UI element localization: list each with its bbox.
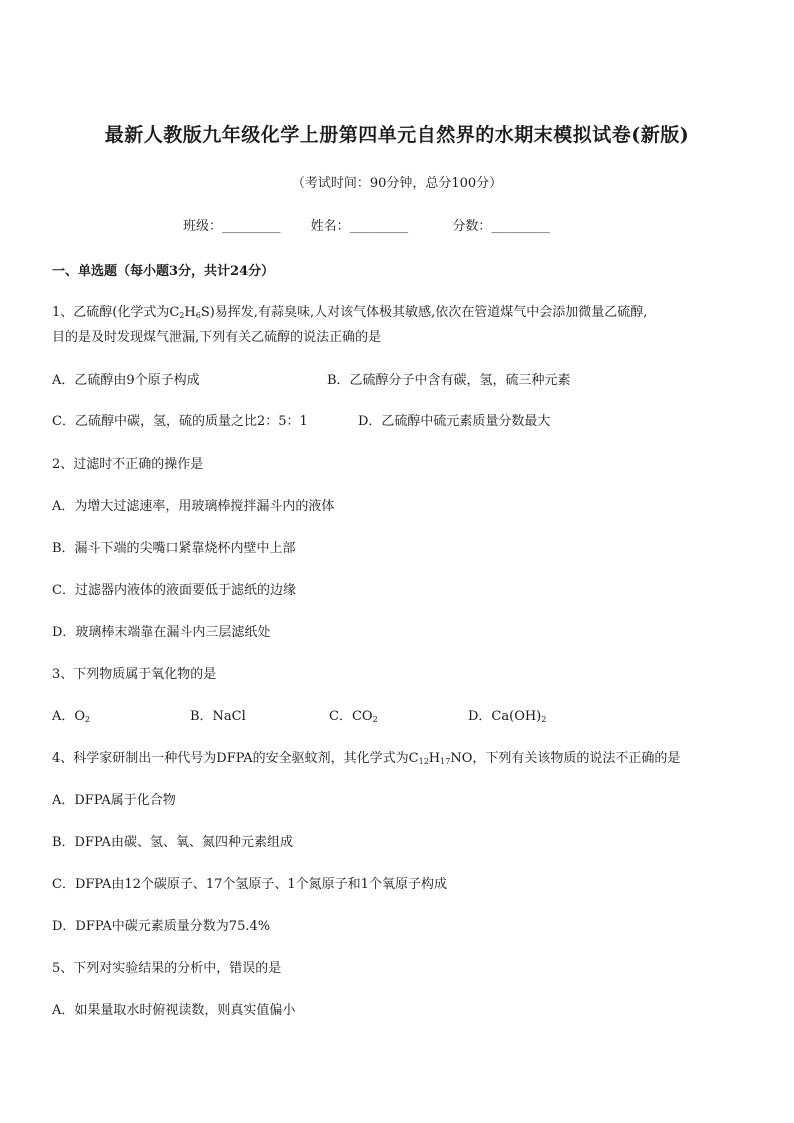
question-3-option-b[interactable]: B．NaCl — [190, 709, 246, 724]
question-2-option-b[interactable]: B．漏斗下端的尖嘴口紧靠烧杯内壁中上部 — [52, 541, 296, 556]
question-4-stem — [52, 747, 680, 766]
score-field: 分数：_________ — [452, 219, 550, 234]
subscript: 2 — [85, 715, 91, 724]
subscript: 17 — [440, 757, 451, 766]
question-1-option-d[interactable]: D．乙硫醇中硫元素质量分数最大 — [358, 414, 551, 429]
question-4-option-a[interactable]: A．DFPA属于化合物 — [52, 793, 176, 808]
name-field: 姓名：_________ — [310, 219, 409, 234]
question-4-option-c[interactable]: C．DFPA由12个碳原子、17个氢原子、1个氮原子和1个氧原子构成 — [52, 877, 447, 892]
option-text: C．CO — [329, 709, 373, 724]
question-2-option-a[interactable]: A．为增大过滤速率，用玻璃棒搅拌漏斗内的液体 — [52, 499, 335, 514]
question-1-option-c[interactable]: C．乙硫醇中碳，氢，硫的质量之比2：5：1 — [52, 414, 308, 429]
question-3-option-a[interactable] — [52, 705, 90, 724]
question-1-stem — [52, 301, 647, 320]
question-5-option-a[interactable]: A．如果量取水时俯视读数，则真实值偏小 — [52, 1003, 296, 1018]
question-1-option-b[interactable]: B．乙硫醇分子中含有碳，氢，硫三种元素 — [327, 373, 571, 388]
question-1-stem-part: H — [184, 305, 196, 320]
question-1-stem-part: S)易挥发,有蒜臭味,人对该气体极其敏感,依次在管道煤气中会添加微量乙硫醇, — [200, 305, 648, 320]
question-1-stem-line2: 目的是及时发现煤气泄漏,下列有关乙硫醇的说法正确的是 — [52, 330, 382, 345]
question-4-stem-part: 4、科学家研制出一种代号为DFPA的安全驱蚊剂，其化学式为C — [52, 751, 419, 766]
exam-subtitle: （考试时间：90分钟，总分100分） — [291, 176, 503, 191]
question-4-stem-part: NO，下列有关该物质的说法不正确的是 — [450, 751, 681, 766]
question-3-stem: 3、下列物质属于氧化物的是 — [52, 667, 217, 682]
subscript: 6 — [195, 311, 201, 320]
question-2-stem: 2、过滤时不正确的操作是 — [52, 457, 204, 472]
subscript: 2 — [541, 715, 547, 724]
exam-title: 最新人教版九年级化学上册第四单元自然界的水期末模拟试卷(新版) — [104, 124, 690, 146]
student-info-row — [183, 215, 576, 234]
question-5-stem: 5、下列对实验结果的分析中，错误的是 — [52, 961, 282, 976]
question-2-option-c[interactable]: C．过滤器内液体的液面要低于滤纸的边缘 — [52, 583, 296, 598]
subscript: 2 — [179, 311, 185, 320]
subscript: 12 — [418, 757, 429, 766]
question-3-option-c[interactable] — [329, 705, 378, 724]
question-2-option-d[interactable]: D．玻璃棒末端靠在漏斗内三层滤纸处 — [52, 625, 271, 640]
option-text: D．Ca(OH) — [468, 709, 542, 724]
question-4-option-d[interactable]: D．DFPA中碳元素质量分数为75.4% — [52, 919, 271, 934]
subscript: 2 — [372, 715, 378, 724]
question-1-stem-part: 1、乙硫醇(化学式为C — [52, 305, 180, 320]
question-3-option-d[interactable] — [468, 705, 546, 724]
question-4-stem-part: H — [428, 751, 441, 766]
class-field: 班级：_________ — [183, 219, 281, 234]
option-text: A．O — [52, 709, 86, 724]
section-heading-single-choice: 一、单选题（每小题3分，共计24分） — [52, 264, 275, 279]
question-4-option-b[interactable]: B．DFPA由碳、氢、氧、氮四种元素组成 — [52, 835, 293, 850]
question-1-option-a[interactable]: A．乙硫醇由9个原子构成 — [52, 373, 200, 388]
